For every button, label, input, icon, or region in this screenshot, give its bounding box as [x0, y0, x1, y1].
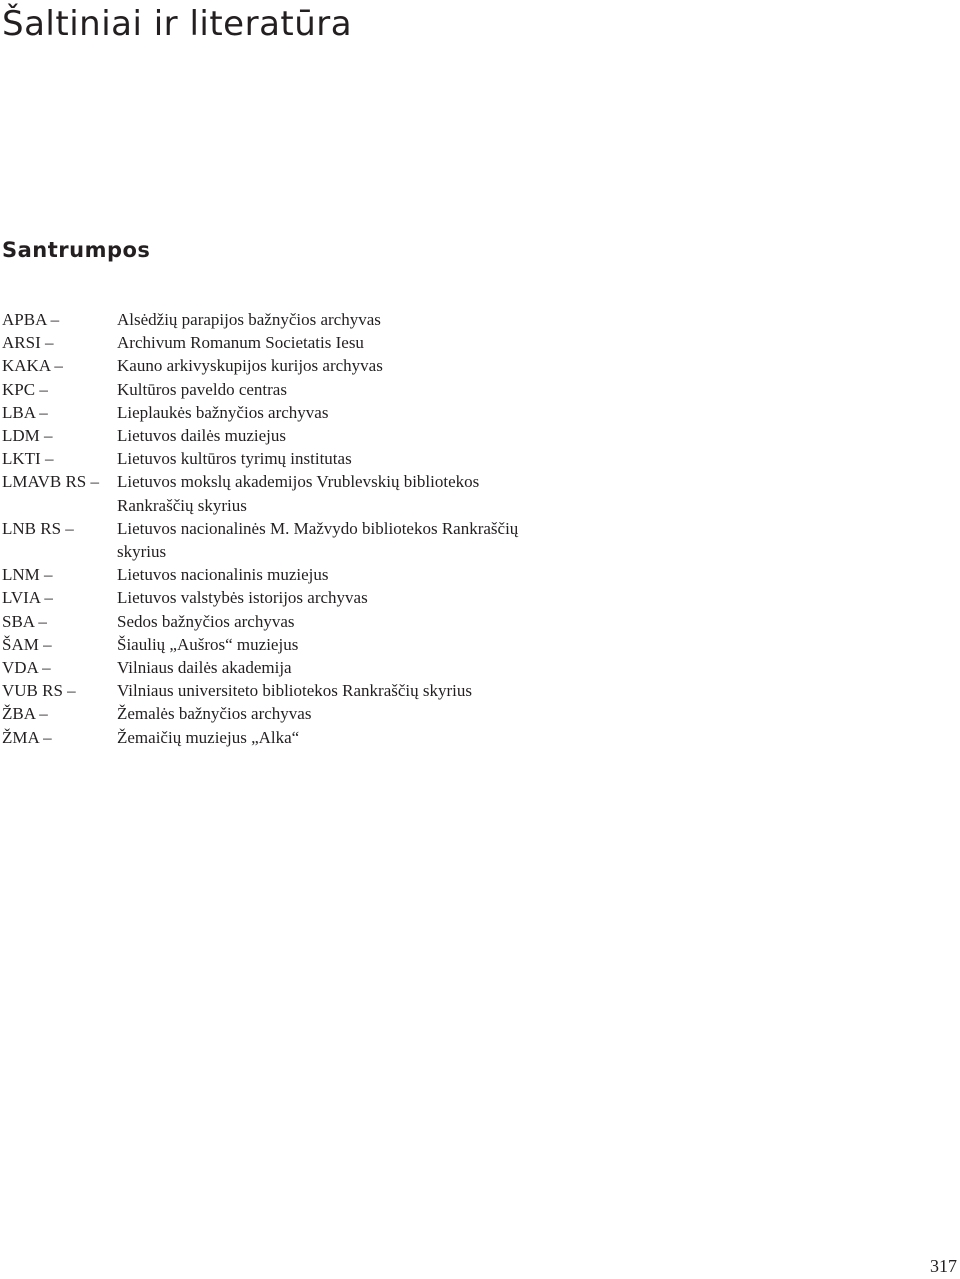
abbreviation-row	[2, 308, 537, 331]
abbreviation-expansion: Šiaulių „Aušros“ muziejus	[117, 634, 299, 654]
abbreviation-expansion: Alsėdžių parapijos bažnyčios archyvas	[117, 310, 381, 329]
abbreviation-row	[2, 424, 537, 447]
abbreviation-term: LBA –	[2, 402, 48, 422]
abbreviation-row	[2, 726, 537, 749]
abbreviation-term: LKTI –	[2, 449, 54, 469]
abbreviation-expansion: Lietuvos nacionalinis muziejus	[117, 565, 329, 585]
abbreviation-term: ŽMA –	[2, 727, 52, 747]
abbreviation-term: ŠAM –	[2, 634, 52, 654]
abbreviation-term: LNM –	[2, 565, 53, 585]
abbreviation-row	[2, 354, 537, 377]
abbreviation-term: APBA –	[2, 310, 60, 329]
abbreviation-expansion: Lietuvos valstybės istorijos archyvas	[117, 588, 368, 608]
abbreviation-term: LNB RS –	[2, 518, 74, 538]
abbreviation-expansion: Vilniaus dailės akademija	[117, 658, 292, 678]
abbreviation-term: LVIA –	[2, 588, 53, 608]
abbreviation-term: VUB RS –	[2, 681, 76, 701]
abbreviation-term: KAKA –	[2, 356, 63, 376]
abbreviation-row	[2, 610, 537, 633]
abbreviation-row	[2, 586, 537, 609]
abbreviation-expansion: Sedos bažnyčios archyvas	[117, 611, 295, 631]
abbreviation-row	[2, 331, 537, 354]
abbreviation-term: VDA –	[2, 658, 51, 678]
abbreviation-row	[2, 679, 537, 702]
abbreviation-expansion: Žemaičių muziejus „Alka“	[117, 727, 300, 747]
abbreviation-expansion: Lietuvos nacionalinės M. Mažvydo bibliotekos Rankraščių skyrius	[117, 518, 519, 562]
abbreviation-row	[2, 656, 537, 679]
abbreviation-row	[2, 447, 537, 470]
abbreviation-expansion: Lietuvos dailės muziejus	[117, 426, 287, 446]
abbreviation-term: KPC –	[2, 379, 48, 399]
page-number: 317	[930, 1256, 957, 1276]
abbreviation-term: LDM –	[2, 426, 53, 446]
abbreviation-expansion: Lieplaukės bažnyčios archyvas	[117, 402, 329, 422]
abbreviation-expansion: Archivum Romanum Societatis Iesu	[117, 333, 364, 353]
abbreviation-expansion: Vilniaus universiteto bibliotekos Rankraščių skyrius	[117, 681, 472, 701]
abbreviation-expansion: Lietuvos kultūros tyrimų institutas	[117, 449, 352, 469]
abbreviation-row	[2, 563, 537, 586]
abbreviation-term: ŽBA –	[2, 704, 48, 724]
abbreviation-expansion: Kultūros paveldo centras	[117, 379, 287, 399]
abbreviation-expansion: Žemalės bažnyčios archyvas	[117, 704, 312, 724]
section-heading: Santrumpos	[2, 238, 151, 262]
abbreviation-row	[2, 517, 537, 563]
abbreviation-expansion: Lietuvos mokslų akademijos Vrublevskių bibliotekos Rankraščių skyrius	[117, 472, 480, 515]
abbreviation-term: LMAVB RS –	[2, 472, 99, 492]
abbreviation-row	[2, 378, 537, 401]
abbreviation-term: ARSI –	[2, 333, 54, 353]
abbreviation-expansion: Kauno arkivyskupijos kurijos archyvas	[117, 356, 383, 376]
abbreviation-row	[2, 470, 537, 516]
abbreviation-row	[2, 633, 537, 656]
abbreviation-list	[2, 308, 537, 749]
page-title: Šaltiniai ir literatūra	[2, 4, 353, 44]
abbreviation-term: SBA –	[2, 611, 47, 631]
abbreviation-row	[2, 702, 537, 725]
abbreviation-row	[2, 401, 537, 424]
